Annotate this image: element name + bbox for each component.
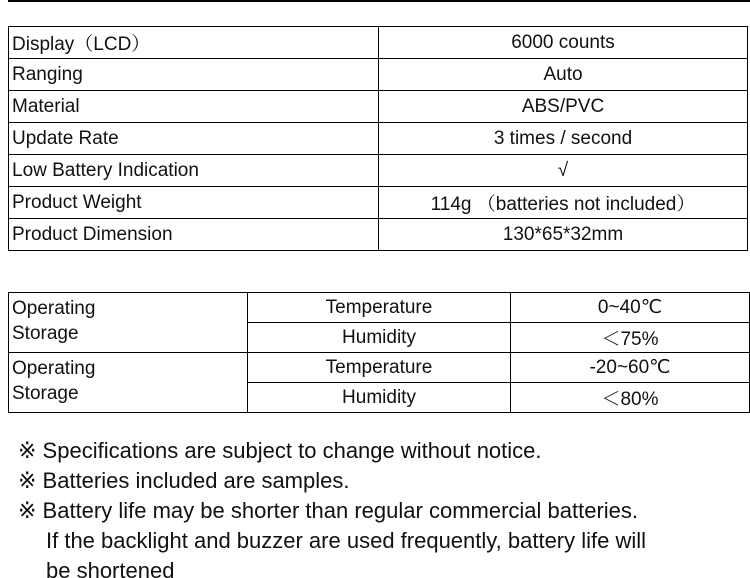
condition-line: Storage xyxy=(12,323,79,344)
table-row xyxy=(9,27,748,59)
spec-label-dimension: Product Dimension xyxy=(9,219,379,251)
spec-value-update-rate: 3 times / second xyxy=(379,123,748,155)
note-item: ※ Batteries included are samples. xyxy=(18,468,350,493)
environment-parameter: Humidity xyxy=(248,323,511,353)
note-item: ※ Specifications are subject to change without notice. xyxy=(18,438,542,463)
spec-value-material: ABS/PVC xyxy=(379,91,748,123)
note-continuation: If the backlight and buzzer are used frequently, battery life will xyxy=(46,528,647,553)
table-row xyxy=(9,293,750,323)
spec-value-weight: 114g （batteries not included） xyxy=(379,187,748,219)
environment-parameter: Temperature xyxy=(248,293,511,323)
table-row xyxy=(9,187,748,219)
spec-label-ranging: Ranging xyxy=(9,59,379,91)
environment-range: 0~40℃ xyxy=(511,293,750,323)
note-continuation: be shortened xyxy=(46,558,175,578)
spec-label-update-rate: Update Rate xyxy=(9,123,379,155)
environment-range: -20~60℃ xyxy=(511,353,750,383)
spec-value-ranging: Auto xyxy=(379,59,748,91)
condition-line: Storage xyxy=(12,383,79,404)
spec-label-material: Material xyxy=(9,91,379,123)
top-divider xyxy=(8,0,750,2)
spec-label-low-battery: Low Battery Indication xyxy=(9,155,379,187)
table-row xyxy=(9,123,748,155)
spec-value-dimension: 130*65*32mm xyxy=(379,219,748,251)
environment-table xyxy=(8,292,750,413)
spec-label-weight: Product Weight xyxy=(9,187,379,219)
spec-label-display: Display（LCD） xyxy=(9,27,379,59)
table-row xyxy=(9,219,748,251)
spec-value-low-battery: √ xyxy=(379,155,748,187)
environment-range: ＜80% xyxy=(511,383,750,413)
table-row xyxy=(9,155,748,187)
note-item: ※ Battery life may be shorter than regular commercial batteries. xyxy=(18,498,639,523)
condition-line: Operating xyxy=(12,358,96,379)
environment-range: ＜75% xyxy=(511,323,750,353)
notes-section xyxy=(18,436,748,578)
environment-condition xyxy=(9,293,248,353)
specification-table xyxy=(8,26,748,251)
environment-parameter: Temperature xyxy=(248,353,511,383)
environment-parameter: Humidity xyxy=(248,383,511,413)
environment-condition xyxy=(9,353,248,413)
spec-value-display: 6000 counts xyxy=(379,27,748,59)
table-row xyxy=(9,353,750,383)
condition-line: Operating xyxy=(12,298,96,319)
table-row xyxy=(9,91,748,123)
table-row xyxy=(9,59,748,91)
